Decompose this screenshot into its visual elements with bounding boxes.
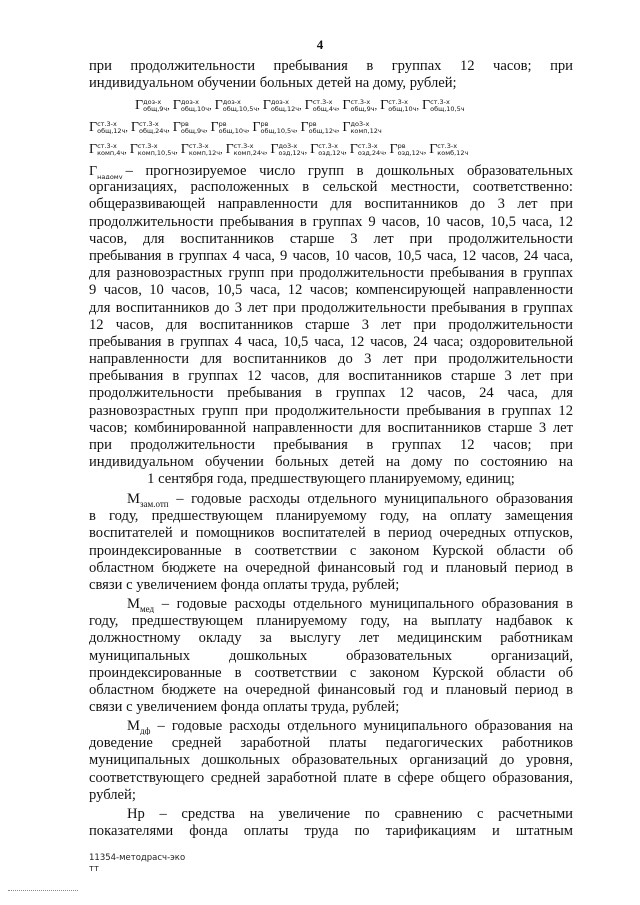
symbol-subscript: общ,12ч [308, 127, 337, 136]
symbol-superscript: рв [308, 120, 317, 129]
symbol-subscript: общ,9ч [350, 105, 375, 114]
symbol-superscript: доз-х [180, 98, 199, 107]
groups-line-16: часов; комбинированной направленности для воспитанников старше 3 лет [89, 419, 573, 436]
document-footer [89, 853, 185, 875]
zam-line-4: проиндексированные в соответствии с законом Курской области об [89, 542, 573, 559]
group-symbol: Г ст.3-х общ,9ч , [342, 98, 378, 114]
groups-line-5: часов, для воспитанников старше 3 лет при продолжительности [89, 230, 573, 247]
symbol-subscript: общ,10,5ч [222, 105, 258, 114]
med-line-5: проиндексированные в соответствии с законом Курской области об [89, 664, 573, 681]
group-symbol: Г рв общ,10ч , [210, 120, 250, 136]
group-symbol: Г рв общ,10,5ч , [252, 120, 298, 136]
symbol-subscript: общ,12ч [270, 105, 300, 114]
symbol-subscript: комп,24ч [233, 149, 265, 158]
symbol-superscript: ст.3-х [388, 98, 408, 107]
med-line-7: связи с увеличением фонда оплаты труда, рублей; [89, 699, 400, 716]
symbol-subscript: комп,12ч [188, 149, 221, 158]
symbol-superscript: до3-х [350, 120, 370, 129]
footer-doc-id: 11354-методрасч-эко [89, 853, 186, 863]
symbol-subscript: общ,10ч [180, 105, 210, 114]
groups-line-14: продолжительности пребывания в группах 12 часов, 24 часа, для [89, 385, 573, 402]
group-symbol: Г ст.3-х общ,10ч , [380, 98, 420, 114]
zam-line-2: в году, предшествующем планируемому году, на оплату замещения [89, 508, 573, 525]
hr-line-1: Нр – средства на увеличение по сравнению с расчетными [127, 806, 573, 822]
symbol-subscript: общ,10ч [218, 127, 247, 136]
med-line-3: должностному окладу за выслугу лет медицинским работникам [89, 630, 573, 647]
groups-line-15: разновозрастных групп при продолжительности пребывания в группах 12 [89, 402, 573, 419]
symbol-subscript: комп,10,5ч [137, 149, 176, 158]
symbol-superscript: ст.3-х [138, 120, 159, 129]
groups-paragraph [89, 162, 573, 489]
symbol-subscript: озд,12ч [278, 149, 305, 158]
group-symbol: Г рв общ,9ч , [172, 120, 208, 136]
symbol-subscript: озд,24ч [357, 149, 384, 158]
group-symbol: Г ст.3-х комп,12ч , [180, 142, 223, 158]
symbol-subscript: общ,12ч [97, 127, 126, 136]
zam-line-1: $М_{зам.отп}$ – годовые расходы отдельного муниципального образования [127, 491, 573, 509]
symbol-subscript: общ,4ч [312, 105, 337, 114]
symbol-superscript: рв [260, 120, 269, 129]
df-line-4: соответствующего средней заработной плате в сфере общего образования, [89, 769, 573, 786]
df-line-3: муниципальных дошкольных образовательных организаций до уровня, [89, 752, 573, 769]
groups-line-10: 12 часов, для воспитанников старше 3 лет при продолжительности [89, 316, 573, 333]
groups-line-3: общеразвивающей направленности для воспитанников до 3 лет при [89, 196, 573, 213]
symbol-subscript: общ,24ч [138, 127, 168, 136]
group-symbol: Г до3-х озд,12ч , [270, 142, 308, 158]
group-symbol: Г рв общ,12ч , [300, 120, 340, 136]
med-line-6: областном бюджете на очередной финансовый год и плановый период в [89, 681, 573, 698]
groups-line-13: пребывания в группах 12 часов, для воспитанников старше 3 лет при [89, 368, 573, 385]
group-symbol: Г ст.3-х общ,4ч , [304, 98, 340, 114]
symbol-superscript: ст.3-х [357, 142, 378, 151]
symbol-superscript: ст.3-х [97, 120, 117, 129]
group-symbol: Г до3-х комп,12ч [342, 120, 382, 136]
group-symbol: Г доз-х общ,10,5ч , [214, 98, 260, 114]
zam-symbol: $М_{зам.отп}$ [127, 491, 169, 509]
zam-paragraph [89, 491, 573, 594]
groups-line-4: продолжительности пребывания в группах 9 часов, 10 часов, 10,5 часа, 12 [89, 213, 573, 230]
group-symbol: Г ст.3-х общ,24ч , [130, 120, 170, 136]
symbol-row-3 [89, 140, 575, 158]
hr-symbol: Нр [127, 806, 145, 822]
groups-line-11: пребывания в группах 4 часа, 10,5 часа, 12 часов, 24 часа; оздоровительной [89, 333, 573, 350]
df-line-5: рублей; [89, 786, 136, 803]
symbol-subscript: общ,9ч [143, 105, 168, 114]
symbol-superscript: ст.3-х [312, 98, 333, 107]
df-line-2: доведение средней заработной платы педагогических работников [89, 735, 573, 752]
group-symbol: Г ст.3-х общ,12ч , [89, 120, 128, 136]
groups-line-8: 9 часов, 10 часов, 10,5 часа, 12 часов; компенсирующей направленности [89, 282, 573, 299]
group-symbol: Г ст.3-х комп,4ч , [89, 142, 127, 158]
zam-line-5: областном бюджете на очередной финансовый год и плановый период в [89, 559, 573, 576]
symbol-superscript: ст.3-х [188, 142, 209, 151]
symbol-superscript: доз-х [222, 98, 241, 107]
symbol-superscript: рв [397, 142, 406, 151]
symbol-subscript: комп,12ч [350, 127, 382, 136]
group-symbol: Г ст.3-х комп,10,5ч , [129, 142, 178, 158]
groups-line-7: для разновозрастных групп при продолжительности пребывания в группах [89, 265, 573, 282]
df-symbol: $М_{дф}$ [127, 718, 151, 736]
med-line-2: году, предшествующем планируемому году, на выплату надбавок к [89, 613, 573, 630]
symbol-superscript: ст.3-х [233, 142, 254, 151]
group-symbol: Г рв озд,12ч , [389, 142, 427, 158]
zam-line-3: воспитателей и помощников воспитателей в период очередных отпусков, [89, 525, 573, 542]
group-symbol: Г доз-х общ,12ч , [262, 98, 302, 114]
symbol-superscript: рв [180, 120, 189, 129]
intro-line-2: индивидуальном обучении больных детей на дому, рублей; [89, 75, 457, 92]
groups-line-18: индивидуальном обучении больных детей на дому по состоянию на [89, 454, 573, 471]
symbol-superscript: доз-х [143, 98, 162, 107]
med-line-1: $М_{мед}$ – годовые расходы отдельного муниципального образования в [127, 596, 573, 614]
group-symbol: Г ст.3-х озд,24ч , [349, 142, 387, 158]
intro-paragraph [89, 58, 573, 92]
symbol-subscript: общ,10ч [388, 105, 417, 114]
zam-line-6: связи с увеличением фонда оплаты труда, рублей; [89, 576, 400, 593]
symbol-superscript: ст.3-х [97, 142, 117, 151]
group-symbol: Г ст.3-х общ,10,5ч [422, 98, 465, 114]
symbol-superscript: ст.3-х [318, 142, 338, 151]
groups-line-6: пребывания в группах 4 часа, 9 часов, 10 часов, 10,5 часа, 12 часов, 24 часа, [89, 247, 573, 264]
symbol-row-2 [89, 118, 575, 136]
df-line-1: $М_{дф}$ – годовые расходы отдельного муниципального образования на [127, 718, 573, 736]
groups-line-12: направленности для воспитанников до 3 лет при продолжительности [89, 351, 573, 368]
symbol-subscript: комп,4ч [97, 149, 125, 158]
groups-line-9: для воспитанников до 3 лет при продолжительности пребывания в группах [89, 299, 573, 316]
symbol-subscript: озд,12ч [397, 149, 424, 158]
groups-line-19: 1 сентября года, предшествующего планируемому, единиц; [147, 471, 515, 488]
intro-line-1: при продолжительности пребывания в группах 12 часов; при [89, 58, 573, 74]
footer-initials: тт [89, 864, 99, 874]
symbol-superscript: ст.3-х [430, 98, 450, 107]
group-symbol: Г доз-х общ,9ч , [135, 98, 170, 114]
symbol-superscript: до3-х [278, 142, 298, 151]
symbol-subscript: общ,9ч [180, 127, 206, 136]
groups-line-2: организациях, расположенных в сельской местности, соответственно: [89, 179, 573, 196]
hr-paragraph [89, 806, 573, 840]
med-line-4: муниципальных дошкольных образовательных организаций, [89, 647, 573, 664]
symbol-superscript: доз-х [270, 98, 289, 107]
group-symbol: Г доз-х общ,10ч , [172, 98, 212, 114]
symbol-subscript: комб,12ч [437, 149, 469, 158]
hr-line-2: показателями фонда оплаты труда по тарификациям и штатным [89, 823, 573, 840]
symbol-superscript: ст.3-х [350, 98, 371, 107]
symbol-subscript: общ,10,5ч [430, 105, 465, 114]
symbol-subscript: общ,10,5ч [260, 127, 296, 136]
nadomu-symbol: $Г_{надому}$ [89, 164, 123, 180]
symbol-superscript: ст.3-х [437, 142, 458, 151]
med-symbol: $М_{мед}$ [127, 596, 155, 614]
corner-scan-mark [8, 890, 78, 892]
symbol-superscript: ст.3-х [137, 142, 158, 151]
symbol-subscript: озд,12ч [318, 149, 345, 158]
med-paragraph [89, 596, 573, 716]
group-symbol: Г ст.3-х комп,24ч , [225, 142, 268, 158]
page-number: 4 [316, 37, 324, 52]
symbol-row-1 [135, 96, 575, 114]
group-symbol: Г ст.3-х озд,12ч , [310, 142, 347, 158]
groups-line-1: $Г_{надому}$ – прогнозируемое число групп в дошкольных образовательных [89, 163, 573, 180]
df-paragraph [89, 718, 573, 804]
groups-line-17: при продолжительности пребывания в группах 12 часов; при [89, 437, 573, 453]
symbol-superscript: рв [218, 120, 227, 129]
group-symbol: Г ст.3-х комб,12ч [429, 142, 469, 158]
